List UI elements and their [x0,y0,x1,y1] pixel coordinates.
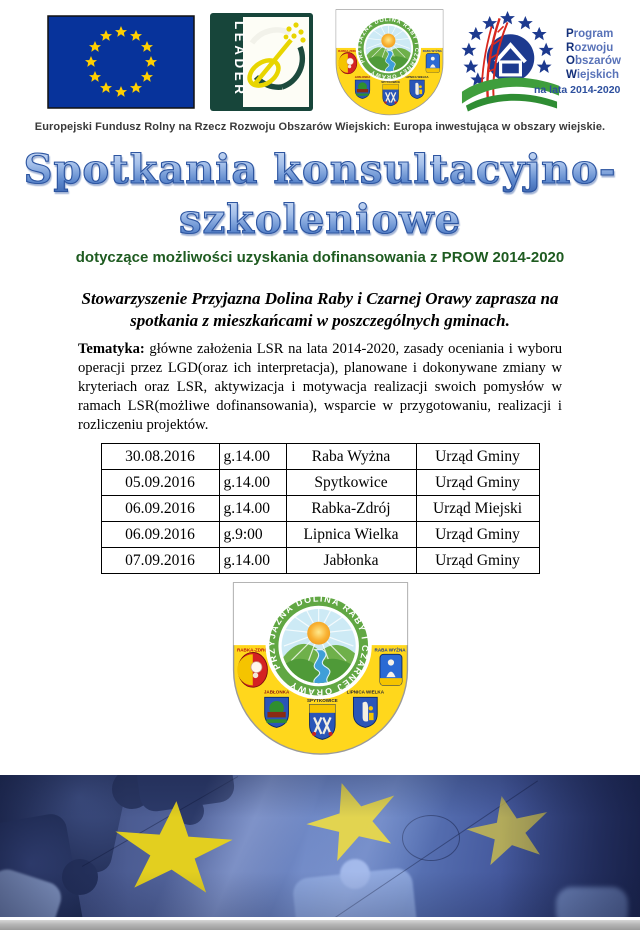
prow-logo [458,11,621,113]
cell-venue: Urząd Gminy [416,444,539,470]
funding-line: Europejski Fundusz Rolny na Rzecz Rozwoju Obszarów Wiejskich: Europa inwestująca w obszary wiejskie. [34,121,606,133]
cell-venue: Urząd Miejski [416,496,539,522]
title-line-1: Spotkania konsultacyjno- [0,145,640,195]
association-shield-logo-small [333,8,446,116]
subtitle: dotyczące możliwości uzyskania dofinansowania z PROW 2014-2020 [75,249,565,266]
cell-date: 30.08.2016 [101,444,219,470]
invitation-text: Stowarzyszenie Przyjazna Dolina Raby i Czarnej Orawy zaprasza na spotkania z mieszkańcami w poszczególnych gminach. [81,289,559,330]
cell-time: g.14.00 [219,470,286,496]
meetings-table-body [101,444,539,574]
cell-time: g.9:00 [219,522,286,548]
cell-place: Lipnica Wielka [286,522,416,548]
cell-place: Rabka-Zdrój [286,496,416,522]
table-row [101,548,539,574]
association-shield-logo-large [229,580,412,756]
logo-strip [0,0,640,114]
cell-time: g.14.00 [219,496,286,522]
prow-graphic [458,11,562,113]
prow-text-line: Obszarów [566,55,621,67]
prow-text-line: Program [566,28,614,40]
prow-subline: na lata 2014-2020 [534,84,621,96]
cell-place: Raba Wyżna [286,444,416,470]
table-row [101,444,539,470]
meetings-table [101,443,540,574]
cell-venue: Urząd Gminy [416,470,539,496]
cell-time: g.14.00 [219,444,286,470]
table-row [101,496,539,522]
cell-date: 07.09.2016 [101,548,219,574]
title-line-2: szkoleniowe [0,195,640,245]
topics-paragraph [78,340,562,435]
cell-venue: Urząd Gminy [416,548,539,574]
page-title [0,145,640,245]
prow-text-line: Wiejskich [566,68,620,81]
prow-field-band2 [466,94,557,112]
topics-label: Tematyka: [78,341,145,357]
cell-date: 06.09.2016 [101,496,219,522]
topics-text: główne założenia LSR na lata 2014-2020, zasady oceniania i wyboru operacji przez LGD(oraz ich interpretacja), planowane i dokonywane zmiany w kryteriach oraz LSR, aktywizacja i motywacja realizacji swoich pomysłów w ramach LSR(możliwe dofinansowania), wsparcie w przygotowaniu, realizacji i rozliczeniu projektów. [78,341,562,433]
cell-place: Spytkowice [286,470,416,496]
cell-date: 05.09.2016 [101,470,219,496]
cell-date: 06.09.2016 [101,522,219,548]
prow-text-line: Rozwoju [566,41,614,54]
table-row [101,470,539,496]
eu-flag-puzzle-banner [0,775,640,917]
cell-place: Jabłonka [286,548,416,574]
eu-flag-logo [47,15,195,109]
association-shield-logo-large-wrap [0,580,640,756]
horizontal-scrollbar[interactable] [0,917,640,930]
leader-wordmark: LEADER [232,21,247,98]
banner-shading [0,775,640,917]
leader-logo [210,13,313,111]
cell-venue: Urząd Gminy [416,522,539,548]
prow-text-lines [566,28,621,82]
table-row [101,522,539,548]
cell-time: g.14.00 [219,548,286,574]
